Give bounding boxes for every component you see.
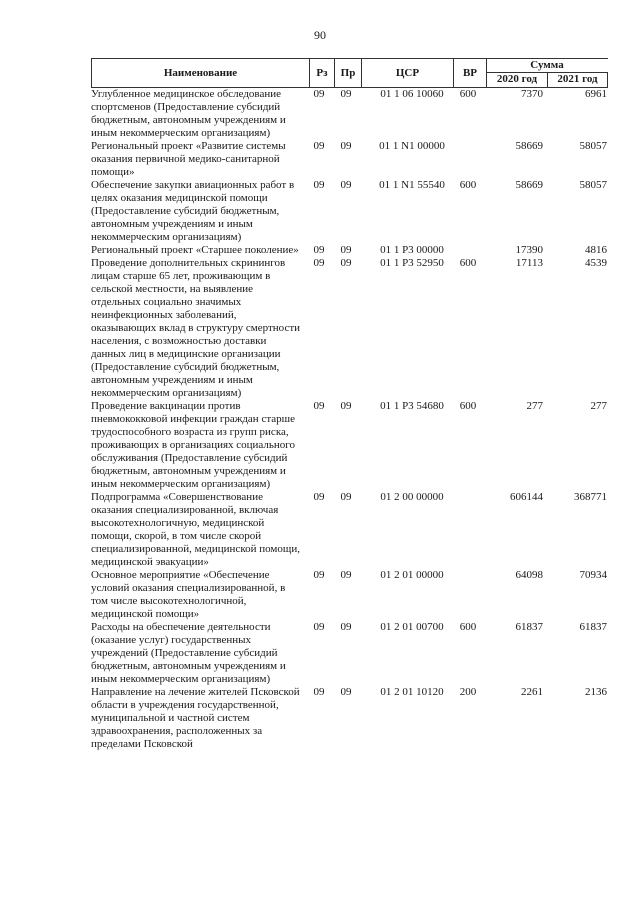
row-name: Проведение вакцинации против пневмококковой инфекции граждан старше трудоспособного возраста из групп риска, проживающих в организациях социального обслуживания (Предоставление субсидий бюджетным, автономным учреждениям и иным некоммерческим организациям)	[91, 400, 296, 490]
row-csr: 01 1 P3 52950	[380, 257, 444, 269]
row-sum-2021: 2136	[585, 686, 607, 698]
row-csr: 01 2 01 00000	[380, 569, 444, 581]
column-header-year-2020: 2020 год	[486, 72, 547, 87]
row-pr: 09	[340, 569, 352, 581]
row-csr: 01 1 N1 00000	[379, 140, 445, 152]
row-name: Подпрограмма «Совершенствование оказания специализированной, включая высокотехнологичную, медицинской помощи, скорой, в том числе скорой специализированной, медицинской помощи, медицинской эвакуации»	[91, 491, 300, 568]
row-sum-2020: 17390	[515, 244, 543, 256]
page-number: 90	[314, 28, 326, 42]
row-name: Обеспечение закупки авиационных работ в целях оказания медицинской помощи (Предоставление субсидий бюджетным, автономным учреждениям и иным некоммерческим организациям)	[91, 179, 295, 243]
header-divider	[486, 58, 487, 87]
row-sum-2021: 58057	[579, 179, 607, 191]
row-sum-2021: 4539	[585, 257, 607, 269]
row-vr: 600	[459, 88, 477, 100]
row-sum-2020: 58669	[515, 179, 543, 191]
row-csr: 01 1 N1 55540	[379, 179, 445, 191]
row-csr: 01 1 06 10060	[380, 88, 444, 100]
row-pr: 09	[340, 491, 352, 503]
row-sum-2021: 4816	[585, 244, 607, 256]
row-name: Основное мероприятие «Обеспечение условий оказания специализированной, в том числе высокотехнологичной, медицинской помощи»	[91, 569, 286, 620]
row-csr: 01 2 01 00700	[380, 621, 444, 633]
table-row	[91, 686, 611, 751]
table-body	[91, 88, 611, 751]
row-pr: 09	[340, 179, 352, 191]
row-name: Направление на лечение жителей Псковской области в учреждения государственной, муниципальной и частной систем здравоохранения, расположенных за пределами Псковской	[91, 686, 300, 750]
column-header-pr: Пр	[334, 58, 361, 87]
row-rz: 09	[313, 140, 325, 152]
row-sum-2020: 58669	[515, 140, 543, 152]
table-row	[91, 257, 611, 400]
row-csr: 01 2 00 00000	[380, 491, 444, 503]
row-rz: 09	[313, 244, 325, 256]
row-pr: 09	[340, 244, 352, 256]
row-pr: 09	[340, 140, 352, 152]
row-vr: 600	[459, 400, 477, 412]
row-rz: 09	[313, 491, 325, 503]
table-row	[91, 88, 611, 140]
row-sum-2021: 70934	[579, 569, 607, 581]
row-rz: 09	[313, 686, 325, 698]
row-sum-2021: 6961	[585, 88, 607, 100]
row-sum-2020: 277	[526, 400, 543, 412]
table-row	[91, 569, 611, 621]
row-vr: 200	[459, 686, 477, 698]
row-pr: 09	[340, 686, 352, 698]
row-sum-2020: 17113	[515, 257, 543, 269]
row-name: Проведение дополнительных скринингов лицам старше 65 лет, проживающим в сельской местности, на выявление отдельных социально значимых неинфекционных заболеваний, оказывающих вклад в структуру смертности населения, с возможностью доставки данных лиц в медицинские организации (Предоставление субсидий бюджетным, автономным учреждениям и иным некоммерческим организациям)	[91, 257, 301, 399]
column-header-sum: Сумма	[530, 59, 564, 71]
column-header-csr: ЦСР	[361, 58, 453, 87]
row-name: Региональный проект «Старшее поколение»	[91, 244, 299, 256]
row-vr: 600	[459, 621, 477, 633]
row-sum-2020: 64098	[515, 569, 543, 581]
row-name: Углубленное медицинское обследование спортсменов (Предоставление субсидий бюджетным, автономным учреждениям и иным некоммерческим организациям)	[91, 88, 286, 139]
table-row	[91, 179, 611, 244]
row-name: Расходы на обеспечение деятельности (оказание услуг) государственных учреждений (Предоставление субсидий бюджетным, автономным учреждениям и иным некоммерческим организациям)	[91, 621, 286, 685]
row-vr: 600	[459, 257, 477, 269]
row-rz: 09	[313, 88, 325, 100]
row-rz: 09	[313, 179, 325, 191]
row-csr: 01 2 01 10120	[380, 686, 444, 698]
column-header-vr: ВР	[453, 58, 486, 87]
row-sum-2021: 368771	[574, 491, 607, 503]
row-rz: 09	[313, 257, 325, 269]
row-pr: 09	[340, 88, 352, 100]
row-sum-2020: 606144	[510, 491, 543, 503]
row-sum-2021: 61837	[579, 621, 607, 633]
row-sum-2020: 61837	[515, 621, 543, 633]
row-rz: 09	[313, 569, 325, 581]
column-header-rz: Рз	[309, 58, 334, 87]
row-pr: 09	[340, 621, 352, 633]
table-row	[91, 491, 611, 569]
row-csr: 01 1 P3 54680	[380, 400, 444, 412]
row-vr: 600	[459, 179, 477, 191]
table-row	[91, 244, 611, 257]
row-rz: 09	[313, 400, 325, 412]
row-sum-2020: 7370	[521, 88, 543, 100]
table-row	[91, 400, 611, 491]
row-name: Региональный проект «Развитие системы оказания первичной медико-санитарной помощи»	[91, 140, 286, 178]
row-sum-2020: 2261	[521, 686, 543, 698]
row-sum-2021: 277	[590, 400, 607, 412]
table-header	[91, 58, 608, 88]
column-header-name: Наименование	[91, 58, 309, 87]
row-pr: 09	[340, 257, 352, 269]
column-header-year-2021: 2021 год	[547, 72, 608, 87]
row-pr: 09	[340, 400, 352, 412]
row-csr: 01 1 P3 00000	[380, 244, 444, 256]
table-row	[91, 140, 611, 179]
row-rz: 09	[313, 621, 325, 633]
table-row	[91, 621, 611, 686]
row-sum-2021: 58057	[579, 140, 607, 152]
